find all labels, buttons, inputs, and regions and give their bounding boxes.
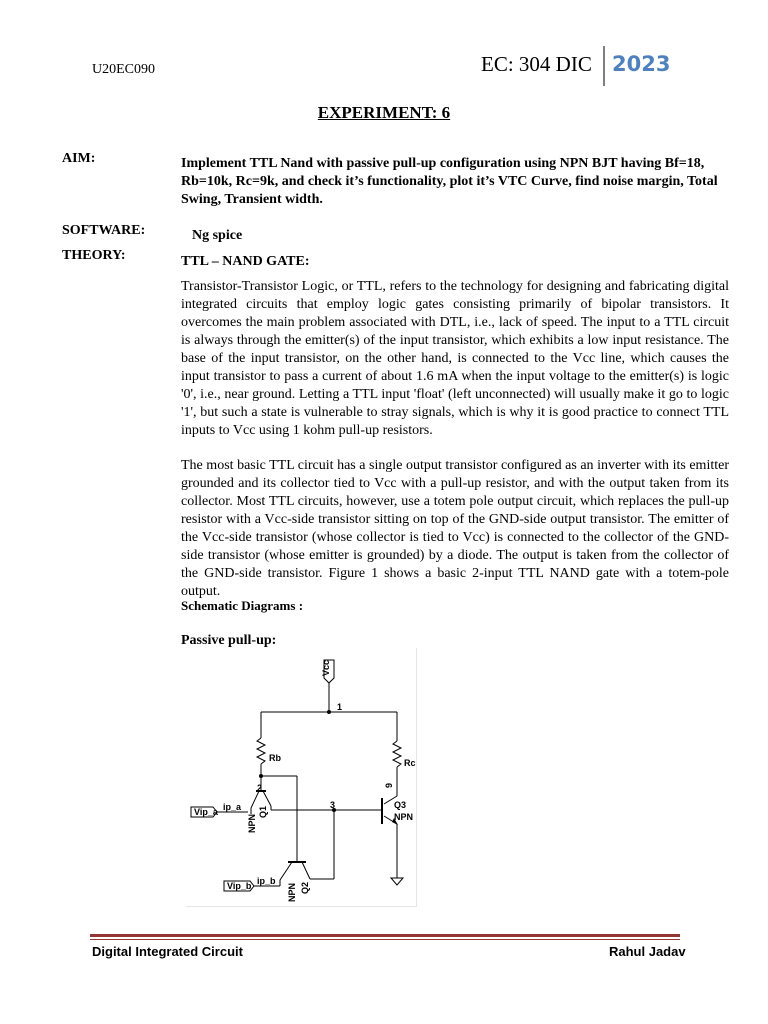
- rc-label: Rc: [404, 758, 416, 768]
- passive-pullup-heading: Passive pull-up:: [181, 633, 277, 648]
- node-3-label: 3: [330, 800, 336, 810]
- node-2-label: 2: [257, 783, 263, 793]
- software-label: SOFTWARE:: [62, 223, 146, 238]
- q2-npn-label: NPN: [287, 882, 297, 902]
- aim-text: Implement TTL Nand with passive pull-up configuration using NPN BJT having Bf=18, Rb=10k, Rc=9k, and check it’s functionality, plot it’s VTC Curve, find noise margin, Total Swing, Transient width.: [181, 156, 718, 207]
- rc-resistor: [393, 741, 401, 767]
- footer-rule-thin: [90, 939, 680, 940]
- header-divider: [603, 46, 605, 86]
- node-9-label: 9: [384, 782, 394, 788]
- course-code: EC: 304 DIC: [481, 52, 592, 76]
- rb-label: Rb: [269, 753, 281, 763]
- experiment-title: EXPERIMENT: 6: [317, 103, 451, 122]
- footer-author: Rahul Jadav: [609, 944, 686, 959]
- vip-b-label: Vip_b: [227, 881, 252, 891]
- vcc-label: Vcc: [321, 659, 331, 676]
- q1-npn-label: NPN: [247, 813, 257, 833]
- footer-subject: Digital Integrated Circuit: [92, 944, 243, 959]
- ground-symbol: [391, 878, 403, 885]
- page-title: [0, 103, 768, 123]
- software-value: Ng spice: [192, 228, 243, 243]
- rb-resistor: [257, 738, 265, 764]
- schematic-heading: Schematic Diagrams :: [181, 598, 304, 613]
- footer-rule-thick: [90, 934, 680, 937]
- q3-label: Q3: [394, 800, 407, 810]
- theory-paragraph-2: The most basic TTL circuit has a single output transistor configured as an inverter with its emitter grounded and its collector tied to Vcc with a pull-up resistor, and with the output taken from its collector. Most TTL circuits, however, use a totem pole output circuit, which replaces the pull-up resistor with a Vcc-side transistor sitting on top of the GND-side output transistor. The emitter of the Vcc-side transistor (whose collector is tied to Vcc) is connected to the collector of the GND-side transistor (whose emitter is grounded) by a diode. The output is taken from the collector of the GND-side transistor. Figure 1 shows a basic 2-input TTL NAND gate with a totem-pole output.: [181, 458, 729, 599]
- theory-label: THEORY:: [62, 248, 126, 263]
- year: 2023: [612, 52, 671, 76]
- theory-heading: TTL – NAND GATE:: [181, 254, 310, 269]
- theory-paragraph-1: Transistor-Transistor Logic, or TTL, refers to the technology for designing and fabricating digital integrated circuits that employ logic gates consisting primarily of bipolar transistors. It overcomes the main problem associated with DTL, i.e., lack of speed. The input to a TTL circuit is always through the emitter(s) of the input transistor, which exhibits a low input resistance. The base of the input transistor, on the other hand, is connected to the Vcc line, which causes the input transistor to pass a current of about 1.6 mA when the input voltage to the emitter(s) is logic '0', i.e., near ground. Letting a TTL input 'float' (left unconnected) will usually make it go to logic '1', but such a state is vulnerable to stray signals, which is why it is good practice to connect TTL inputs to Vcc using 1 kohm pull-up resistors.: [181, 279, 729, 438]
- circuit-svg: [186, 648, 416, 906]
- q3-npn-label: NPN: [394, 812, 414, 822]
- q1-label: Q1: [258, 805, 268, 818]
- ip-b-label: ip_b: [257, 876, 276, 886]
- vip-a-label: Vip_a: [194, 807, 218, 817]
- roll-number: U20EC090: [92, 62, 155, 77]
- aim-label: AIM:: [62, 151, 96, 166]
- schematic-diagram: [186, 648, 417, 907]
- node-1-label: 1: [337, 702, 343, 712]
- ip-a-label: ip_a: [223, 802, 242, 812]
- q2-label: Q2: [300, 881, 310, 894]
